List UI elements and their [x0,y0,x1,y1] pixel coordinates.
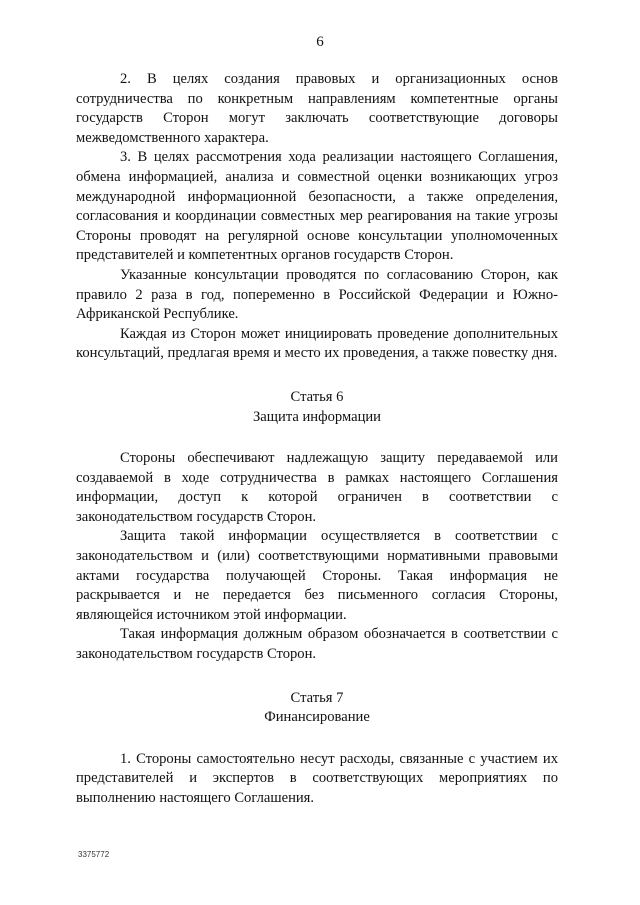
paragraph-consultations-frequency: Указанные консультации проводятся по согласованию Сторон, как правило 2 раза в год, попеременно в Российской Федерации и Южно-Африканской Республике. [76,266,558,323]
article7-number: Статья 7 [290,689,344,706]
paragraph-financing-item1: 1. Стороны самостоятельно несут расходы, связанные с участием их представителей и экспертов в соответствующих мероприятиях по выполнению настоящего Соглашения. [76,750,558,806]
paragraph-information-marking: Такая информация должным образом обозначается в соответствии с законодательством государств Сторон. [76,626,558,663]
article7-title: Финансирование [264,709,370,726]
paragraph-article5-item3: 3. В целях рассмотрения хода реализации настоящего Соглашения, обмена информацией, анализа и совместной оценки возникающих угроз международной информационной безопасности, а также определения, согласования и координации совместных мер реагирования на такие угрозы Стороны проводят на регулярной основе консультации уполномоченных представителей и компетентных органов государств Сторон. [76,149,558,264]
page-number: 6 [316,34,324,50]
paragraph-article5-item2: 2. В целях создания правовых и организационных основ сотрудничества по конкретным направлениям компетентные органы государств Сторон могут заключать соответствующие договоры межведомственного характера. [76,71,558,146]
document-footer-code: 3375772 [78,850,110,859]
paragraph-protection-obligation: Стороны обеспечивают надлежащую защиту передаваемой или создаваемой в ходе сотрудничества в рамках настоящего Соглашения информации, доступ к которой ограничен в соответствии с законодательством государств Сторон. [76,450,558,525]
paragraph-protection-procedure: Защита такой информации осуществляется в соответствии с законодательством и (или) соответствующими нормативными правовыми актами государства получающей Стороны. Такая информация не раскрывается и не передается без письменного согласия Стороны, являющейся источником этой информации. [76,528,558,623]
article6-heading [76,388,558,427]
document-body [76,70,558,809]
article7-heading [76,689,558,728]
paragraph-additional-consultations: Каждая из Сторон может инициировать проведение дополнительных консультаций, предлагая время и место их проведения, а также повестку дня. [76,325,558,362]
article6-number: Статья 6 [290,388,344,405]
article6-title: Защита информации [252,408,381,425]
